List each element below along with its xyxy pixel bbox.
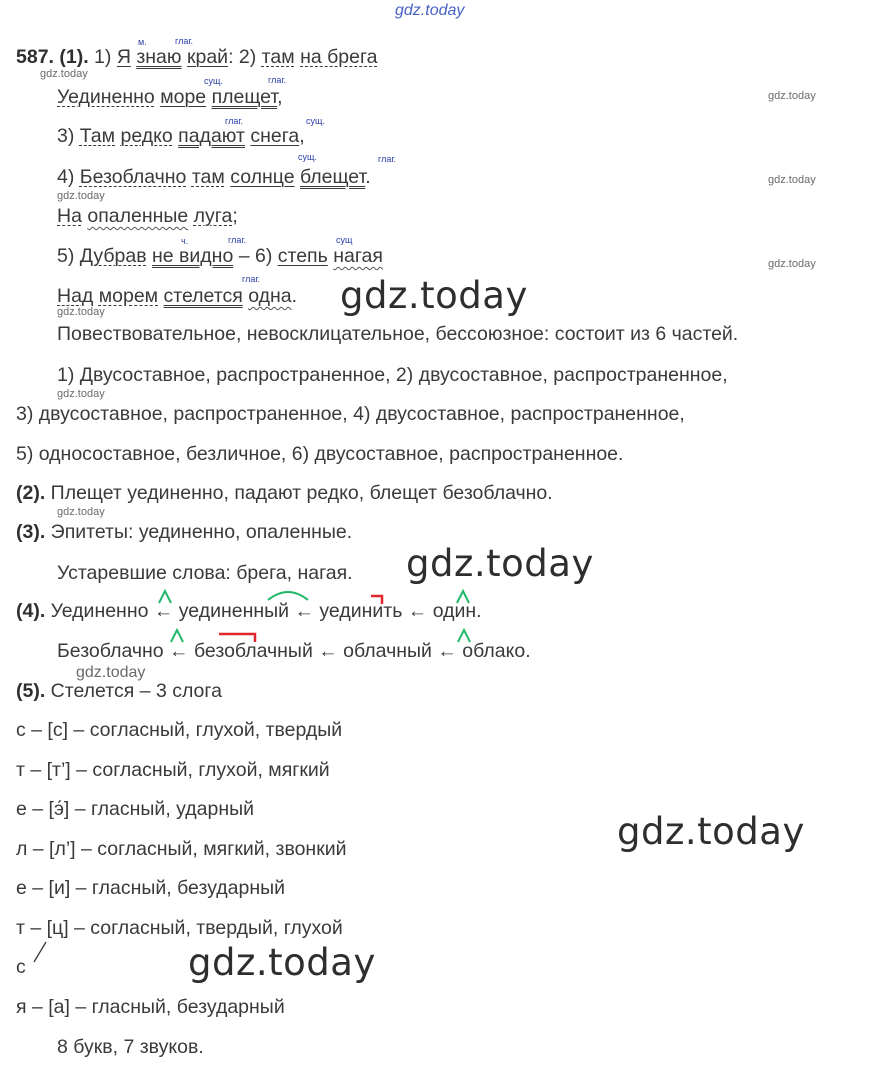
sound-row: т – [т’] – согласный, глухой, мягкий — [16, 759, 330, 781]
punct: ; — [232, 205, 238, 227]
watermark-small: gdz.today — [40, 68, 88, 80]
punct: : 2) — [228, 46, 257, 68]
word-tam: там — [261, 46, 295, 68]
part-3-label: (3). — [16, 521, 46, 543]
watermark-large: gdz.today — [188, 941, 376, 984]
word-kray: край — [186, 46, 229, 68]
watermark-small: gdz.today — [57, 506, 105, 518]
suffix-mark — [457, 591, 469, 603]
word-na-brega: на брега — [300, 46, 378, 68]
word-nad: Над — [57, 285, 94, 307]
word-tam: Там — [79, 125, 116, 147]
label-ch: ч. — [181, 236, 189, 246]
clause-number: 1) — [94, 46, 112, 68]
punct: , — [277, 86, 283, 108]
merge-mark — [30, 938, 50, 968]
word-dubrav: Дубрав — [79, 245, 147, 267]
prefix-mark — [371, 596, 382, 604]
watermark-small: gdz.today — [57, 388, 105, 400]
label-glag: глаг. — [228, 235, 247, 245]
sound-row: с – [с] – согласный, глухой, твердый — [16, 719, 343, 741]
watermark-small: gdz.today — [76, 664, 146, 681]
word-steletsya: стелется — [163, 285, 243, 307]
watermark-large: gdz.today — [617, 810, 805, 853]
punct: . — [365, 166, 371, 188]
watermark-large: gdz.today — [406, 542, 594, 585]
punct: . — [291, 285, 298, 307]
label-sushch: сущ — [336, 235, 353, 245]
part-5-title: Стелется – 3 слога — [50, 680, 222, 702]
punct: , — [299, 125, 305, 147]
label-m: м. — [138, 37, 147, 47]
word-uedinenno: Уединенно — [57, 86, 155, 108]
word-bleshchet: блещет — [299, 166, 366, 188]
label-sushch: сущ. — [298, 152, 317, 162]
word-znayu: знаю — [136, 46, 182, 68]
root-mark — [268, 592, 308, 600]
label-glag: глаг. — [268, 75, 287, 85]
watermark-top: gdz.today — [395, 2, 465, 19]
watermark-small: gdz.today — [768, 258, 816, 270]
word-luga: луга — [193, 205, 233, 227]
sound-row: я – [а] – гласный, безударный — [16, 996, 285, 1018]
word-more: море — [160, 86, 207, 108]
word-na: На — [57, 205, 82, 227]
part-2-text: Плещет уединенно, падают редко, блещет безоблачно. — [50, 482, 553, 504]
word-morem: морем — [98, 285, 159, 307]
punct: – 6) — [233, 245, 273, 267]
task-number: 587. (1). — [16, 46, 89, 68]
analysis-line-2: 1) Двусоставное, распространенное, 2) двусоставное, распространенное, — [57, 364, 728, 386]
part-5-label: (5). — [16, 680, 46, 702]
label-sushch: сущ. — [306, 116, 325, 126]
label-glag: глаг. — [378, 154, 397, 164]
word-opalennye: опаленные — [87, 205, 189, 227]
sound-row: т – [ц] – согласный, твердый, глухой — [16, 917, 343, 939]
watermark-large: gdz.today — [340, 274, 528, 317]
word-solntse: солнце — [230, 166, 295, 188]
label-glag: глаг. — [242, 274, 261, 284]
word-redko: редко — [120, 125, 173, 147]
word-ne-vidno: не видно — [152, 245, 234, 267]
analysis-line-1: Повествовательное, невосклицательное, бессоюзное: состоит из 6 частей. — [57, 323, 739, 345]
watermark-small: gdz.today — [768, 90, 816, 102]
word-tam: там — [191, 166, 225, 188]
label-sushch: сущ. — [204, 76, 223, 86]
sound-row: л – [л’] – согласный, мягкий, звонкий — [16, 838, 347, 860]
part-5 — [16, 679, 222, 703]
analysis-line-3: 3) двусоставное, распространенное, 4) двусоставное, распространенное, — [16, 403, 685, 425]
clause-number: 3) — [57, 125, 75, 147]
label-glag: глаг. — [175, 36, 194, 46]
word-bezoblachno: Безоблачно — [79, 166, 187, 188]
part-4-chain-1: Уединенно ← уединенный ← уединить ← один. — [50, 600, 482, 622]
part-4-label: (4). — [16, 600, 46, 622]
word-padayut: падают — [178, 125, 245, 147]
watermark-small: gdz.today — [57, 306, 105, 318]
part-5-summary: 8 букв, 7 звуков. — [57, 1036, 204, 1058]
part-4-chain-2: Безоблачно ← безоблачный ← облачный ← облако. — [57, 640, 531, 662]
suffix-mark — [159, 591, 171, 603]
watermark-small: gdz.today — [57, 190, 105, 202]
sound-row: е – [и] – гласный, безударный — [16, 877, 286, 899]
word-snega: снега — [250, 125, 300, 147]
clause-number: 4) — [57, 166, 75, 188]
part-2-label: (2). — [16, 482, 46, 504]
clause-number: 5) — [57, 245, 75, 267]
analysis-line-4: 5) односоставное, безличное, 6) двусоставное, распространенное. — [16, 443, 624, 465]
sound-row: е – [э́] – гласный, ударный — [16, 798, 255, 820]
word-nagaya: нагая — [333, 245, 383, 267]
word-step: степь — [277, 245, 328, 267]
label-glag: глаг. — [225, 116, 244, 126]
watermark-small: gdz.today — [768, 174, 816, 186]
word-pleshchet: плещет — [211, 86, 278, 108]
part-3-archaic: Устаревшие слова: брега, нагая. — [57, 562, 353, 584]
part-3-text: Эпитеты: уединенно, опаленные. — [50, 521, 353, 543]
word-ya: Я — [116, 46, 131, 68]
sound-row: с — [16, 956, 26, 978]
word-odna: одна — [248, 285, 292, 307]
